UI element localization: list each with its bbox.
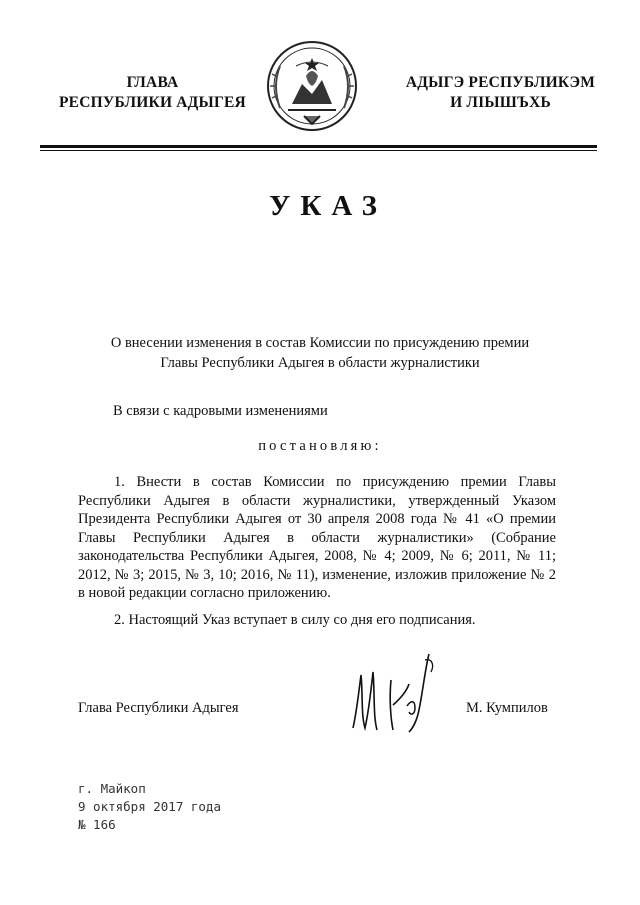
footer-date: 9 октября 2017 года	[78, 799, 221, 814]
document-subject	[80, 333, 560, 373]
paragraph-2: 2. Настоящий Указ вступает в силу со дня его подписания.	[114, 612, 476, 628]
document-title: УКАЗ	[269, 190, 387, 222]
footer-number: № 166	[78, 817, 116, 832]
intro-text: В связи с кадровыми изменениями	[113, 403, 328, 419]
signatory-position: Глава Республики Адыгея	[78, 700, 239, 716]
header-right-line1: АДЫГЭ РЕСПУБЛИКЭМ	[405, 74, 596, 91]
signatory-name: М. Кумпилов	[466, 700, 548, 716]
header-right-line2: И ЛІЫШЪХЬ	[450, 94, 551, 111]
header-divider-thin	[40, 150, 597, 151]
header-left-line1: ГЛАВА	[126, 74, 179, 91]
paragraph-1: 1. Внести в состав Комиссии по присуждению премии Главы Республики Адыгея в области журналистики, утвержденный Указом Президента Республики Адыгея от 30 апреля 2008 года № 41 «О премии Главы Республики Адыгея в области журналистики» (Собрание законодательства Республики Адыгея, 2008, № 4; 2009, № 6; 2011, № 11; 2012, № 3; 2015, № 3, 10; 2016, № 11), изменение, изложив приложение № 2 в новой редакции согласно приложению.	[78, 474, 556, 601]
subject-line1: О внесении изменения в состав Комиссии по присуждению премии	[110, 335, 530, 351]
document-footer	[78, 780, 221, 834]
handwritten-signature	[345, 650, 445, 735]
header-left-line2: РЕСПУБЛИКИ АДЫГЕЯ	[59, 94, 246, 111]
header-left	[40, 73, 265, 113]
footer-city: г. Майкоп	[78, 781, 146, 796]
header-right	[388, 73, 613, 113]
adygea-coat-of-arms-icon	[262, 36, 362, 136]
decree-word: постановляю:	[258, 438, 382, 454]
header-divider-thick	[40, 145, 597, 148]
subject-line2: Главы Республики Адыгея в области журналистики	[160, 355, 480, 371]
